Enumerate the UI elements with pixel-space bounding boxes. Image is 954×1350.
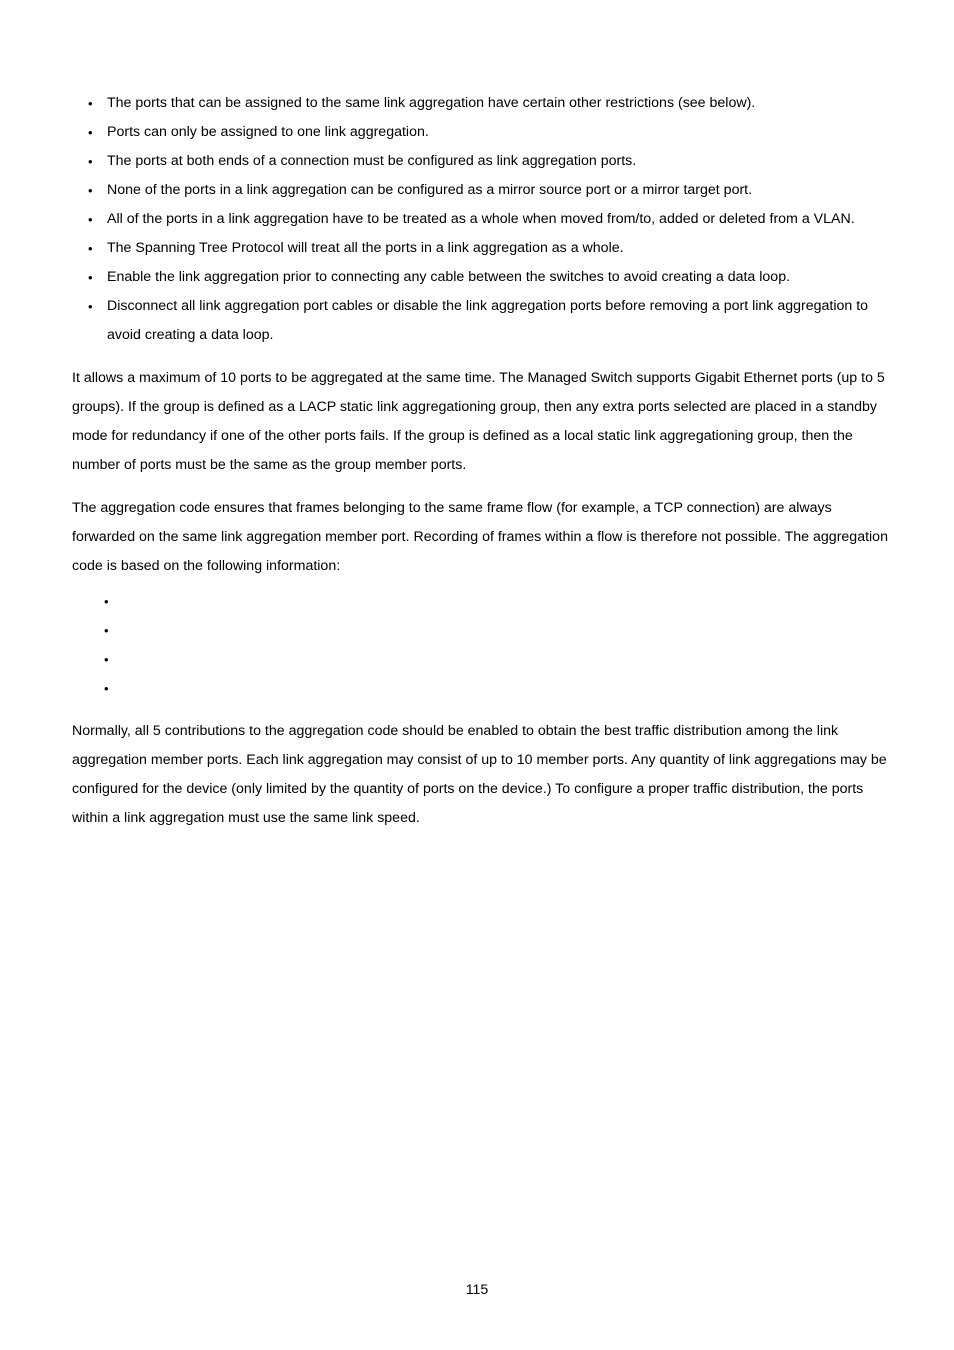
list-item: [72, 674, 892, 703]
list-item: [72, 645, 892, 674]
page-content: [72, 89, 892, 833]
list-item: • All of the ports in a link aggregation have to be treated as a whole when moved from/to, added or deleted from a VLAN.: [72, 205, 892, 234]
aggregation-code-list: [72, 587, 892, 703]
list-item: • The Spanning Tree Protocol will treat all the ports in a link aggregation as a whole.: [72, 234, 892, 263]
list-item: [72, 616, 892, 645]
restrictions-list: [72, 89, 892, 350]
paragraph-max-ports: It allows a maximum of 10 ports to be aggregated at the same time. The Managed Switch supports Gigabit Ethernet ports (up to 5 groups). If the group is defined as a LACP static link aggregationing group, then any extra ports selected are placed in a standby mode for redundancy if one of the other ports fails. If the group is defined as a local static link aggregationing group, then the number of ports must be the same as the group member ports.: [72, 370, 885, 473]
paragraph-aggregation-code: The aggregation code ensures that frames belonging to the same frame flow (for example, a TCP connection) are always forwarded on the same link aggregation member port. Recording of frames within a flow is therefore not possible. The aggregation code is based on the following information:: [72, 500, 888, 574]
list-item: • Enable the link aggregation prior to connecting any cable between the switches to avoid creating a data loop.: [72, 263, 892, 292]
list-item: [72, 587, 892, 616]
list-item: • Disconnect all link aggregation port cables or disable the link aggregation ports before removing a port link aggregation to avoid creating a data loop.: [72, 292, 892, 350]
paragraph-normally: Normally, all 5 contributions to the aggregation code should be enabled to obtain the best traffic distribution among the link aggregation member ports. Each link aggregation may consist of up to 10 member ports. Any quantity of link aggregations may be configured for the device (only limited by the quantity of ports on the device.) To configure a proper traffic distribution, the ports within a link aggregation must use the same link speed.: [72, 723, 887, 826]
list-item: • The ports at both ends of a connection must be configured as link aggregation ports.: [72, 147, 892, 176]
list-item: • Ports can only be assigned to one link aggregation.: [72, 118, 892, 147]
page-number: 115: [465, 1282, 489, 1298]
list-item: • The ports that can be assigned to the same link aggregation have certain other restrictions (see below).: [72, 89, 892, 118]
list-item: • None of the ports in a link aggregation can be configured as a mirror source port or a mirror target port.: [72, 176, 892, 205]
